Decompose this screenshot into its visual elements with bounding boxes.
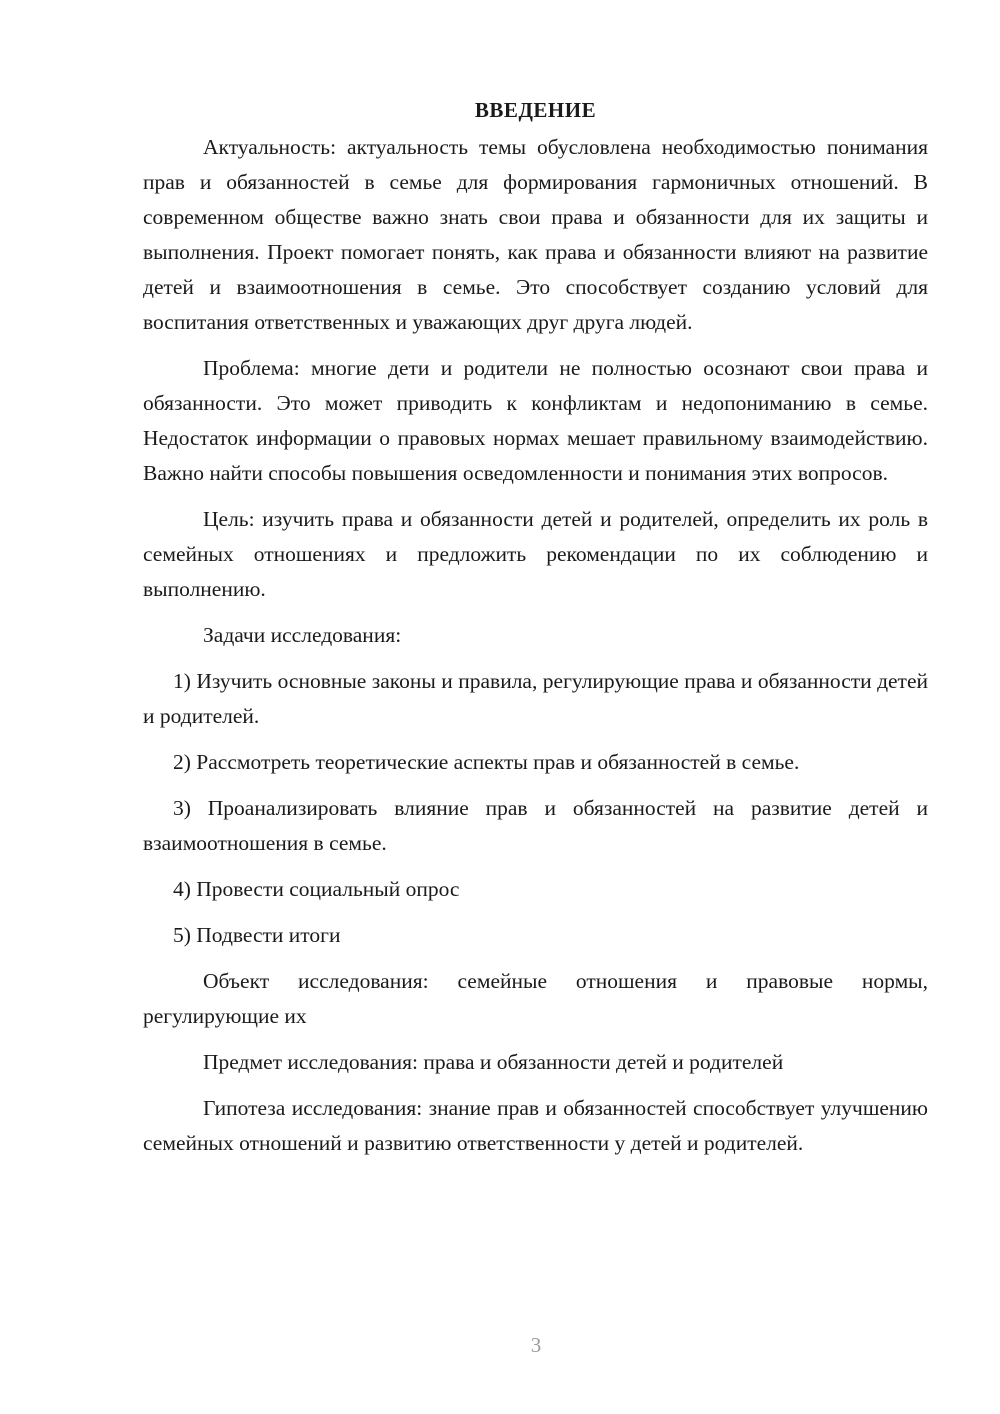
task-item-4: 4) Провести социальный опрос	[173, 877, 460, 901]
relevance-paragraph: Актуальность: актуальность темы обусловлена необходимостью понимания прав и обязанностей в семье для формирования гармоничных отношений. В современном обществе важно знать свои права и обязанности для их защиты и выполнения. Проект помогает понять, как права и обязанности влияют на развитие детей и взаимоотношения в семье. Это способствует созданию условий для воспитания ответственных и уважающих друг друга людей.	[143, 135, 928, 334]
problem-paragraph: Проблема: многие дети и родители не полностью осознают свои права и обязанности. Это может приводить к конфликтам и недопониманию в семье. Недостаток информации о правовых нормах мешает правильному взаимодействию. Важно найти способы повышения осведомленности и понимания этих вопросов.	[143, 356, 928, 485]
task-item-1: 1) Изучить основные законы и правила, регулирующие права и обязанности детей и родителей.	[143, 669, 928, 728]
hypothesis-paragraph: Гипотеза исследования: знание прав и обязанностей способствует улучшению семейных отношений и развитию ответственности у детей и родителей.	[143, 1096, 928, 1155]
object-paragraph: Объект исследования: семейные отношения и правовые нормы, регулирующие их	[143, 969, 928, 1028]
goal-paragraph: Цель: изучить права и обязанности детей и родителей, определить их роль в семейных отношениях и предложить рекомендации по их соблюдению и выполнению.	[143, 507, 928, 601]
tasks-heading: Задачи исследования:	[203, 623, 402, 647]
page-title: ВВЕДЕНИЕ	[474, 98, 597, 122]
task-item-3: 3) Проанализировать влияние прав и обязанностей на развитие детей и взаимоотношения в семье.	[143, 796, 928, 855]
task-item-5: 5) Подвести итоги	[173, 923, 341, 947]
document-page	[143, 94, 928, 1161]
subject-paragraph: Предмет исследования: права и обязанности детей и родителей	[203, 1050, 784, 1074]
page-number: 3	[530, 1333, 542, 1357]
task-item-2: 2) Рассмотреть теоретические аспекты прав и обязанностей в семье.	[173, 750, 800, 774]
